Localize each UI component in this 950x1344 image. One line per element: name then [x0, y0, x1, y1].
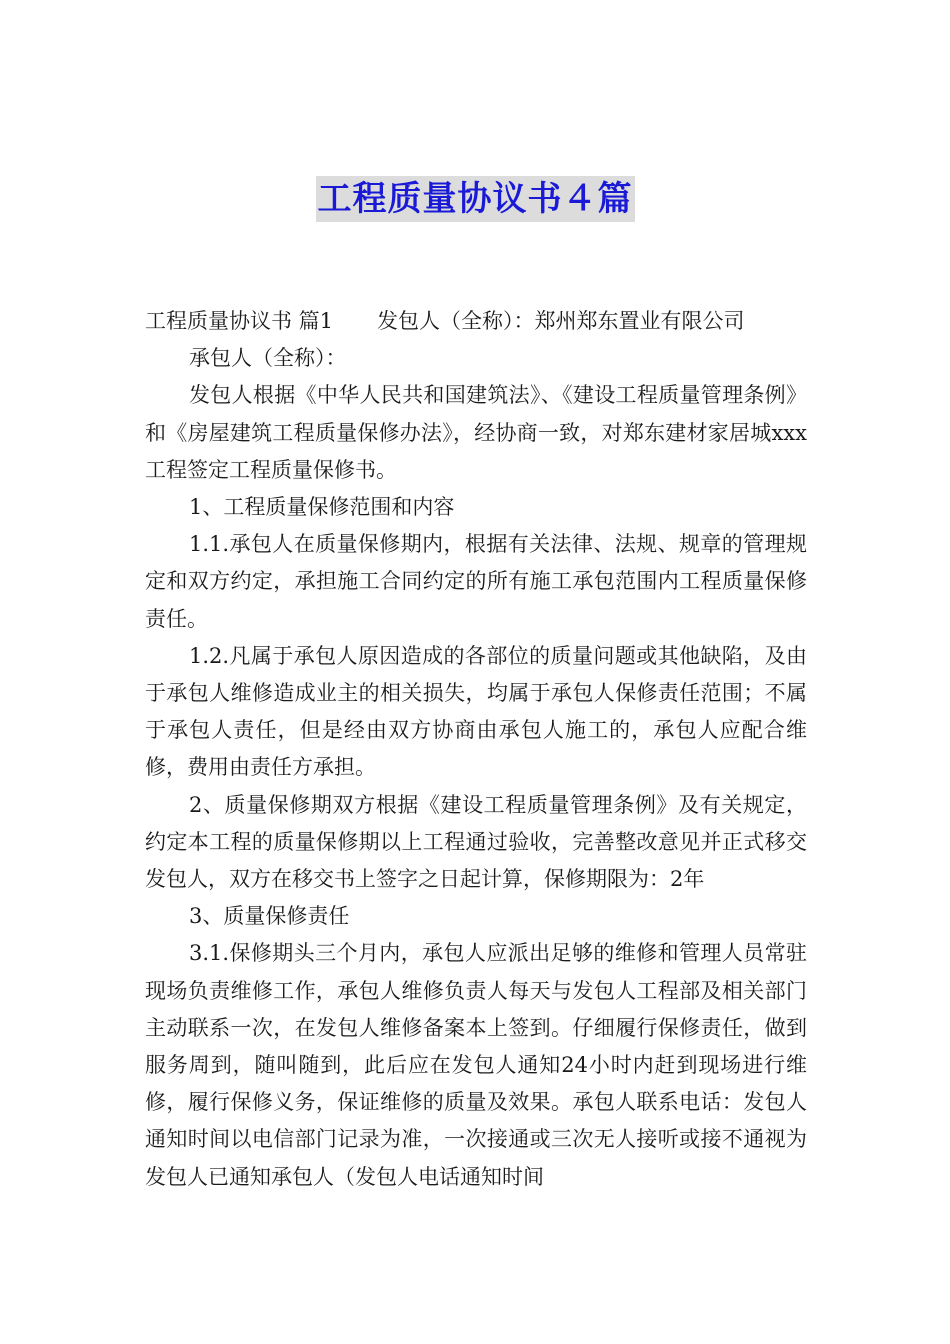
paragraph-heading-line: [145, 303, 807, 340]
party-b-line: 承包人（全称）：: [189, 346, 347, 371]
section-1-heading: 1、工程质量保修范围和内容: [189, 495, 455, 520]
document-title: 工程质量协议书４篇: [316, 176, 635, 222]
section-heading: 工程质量协议书 篇1: [145, 309, 334, 333]
document-body: [145, 303, 807, 1196]
section-3-heading: 3、质量保修责任: [189, 904, 350, 929]
title-block: [0, 176, 950, 222]
section-2-paragraph: 2、质量保修期双方根据《建设工程质量管理条例》及有关规定，约定本工程的质量保修期以上工程通过验收，完善整改意见并正式移交发包人，双方在移交书上签字之日起计算，保修期限为：2年: [145, 792, 807, 892]
clause-3-1: 3.1.保修期头三个月内，承包人应派出足够的维修和管理人员常驻现场负责维修工作，承包人维修负责人每天与发包人工程部及相关部门主动联系一次，在发包人维修备案本上签到。仔细履行保修责任，做到服务周到，随叫随到，此后应在发包人通知24小时内赶到现场进行维修，履行保修义务，保证维修的质量及效果。承包人联系电话：发包人通知时间以电信部门记录为准，一次接通或三次无人接听或接不通视为发包人已通知承包人（发包人电话通知时间: [145, 941, 807, 1189]
clause-1-2: 1.2.凡属于承包人原因造成的各部位的质量问题或其他缺陷，及由于承包人维修造成业主的相关损失，均属于承包人保修责任范围；不属于承包人责任，但是经由双方协商由承包人施工的，承包人应配合维修，费用由责任方承担。: [145, 643, 807, 780]
intro-paragraph: 发包人根据《中华人民共和国建筑法》、《建设工程质量管理条例》和《房屋建筑工程质量保修办法》，经协商一致，对郑东建材家居城xxx工程签定工程质量保修书。: [145, 383, 807, 482]
party-a-line: 发包人（全称）：郑州郑东置业有限公司: [377, 309, 745, 333]
clause-1-1: 1.1.承包人在质量保修期内，根据有关法律、法规、规章的管理规定和双方约定，承担施工合同约定的所有施工承包范围内工程质量保修责任。: [145, 532, 807, 631]
